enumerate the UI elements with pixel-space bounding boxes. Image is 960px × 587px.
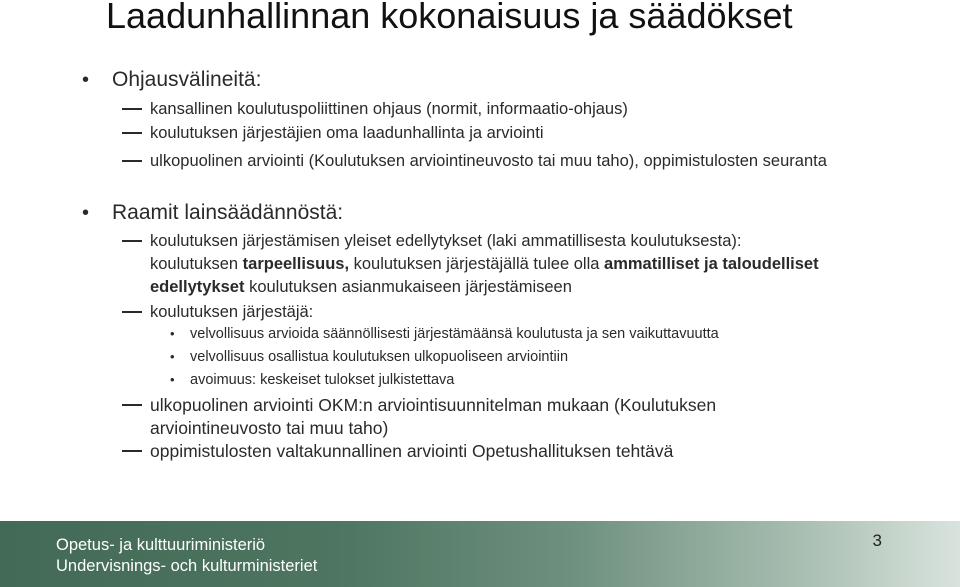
list-item	[150, 440, 870, 463]
dash-icon	[122, 132, 142, 134]
slide-title: Laadunhallinnan kokonaisuus ja säädökset	[106, 0, 793, 36]
list-item	[150, 394, 830, 440]
emphasis-text: tarpeellisuus,	[242, 255, 350, 273]
sub-list-item-text: velvollisuus osallistua koulutuksen ulkopuoliseen arviointiin	[190, 349, 569, 365]
sub-list-item-text: velvollisuus arvioida säännöllisesti järjestämäänsä koulutusta ja sen vaikuttavuutta	[190, 326, 719, 342]
bullet-icon: •	[170, 372, 175, 387]
list-item-text: ulkopuolinen arviointi (Koulutuksen arviointineuvosto tai muu taho), oppimistulosten seuranta	[150, 152, 827, 170]
sub-list-item-text: avoimuus: keskeiset tulokset julkistettava	[190, 372, 455, 388]
dash-icon	[122, 404, 142, 406]
footer-bar	[0, 521, 960, 587]
ministry-name-sv: Undervisnings- och kulturministeriet	[56, 557, 318, 575]
section-heading-label: Ohjausvälineitä:	[112, 68, 262, 91]
page-number: 3	[872, 531, 882, 550]
list-item	[150, 150, 870, 173]
dash-icon	[122, 450, 142, 452]
list-item-text: koulutuksen järjestäjien oma laadunhallinta ja arviointi	[150, 124, 544, 142]
emphasis-text: ammatilliset ja taloudelliset edellytykset	[150, 255, 819, 296]
sub-list-item	[170, 323, 719, 345]
list-item-text: koulutuksen asianmukaiseen järjestämiseen	[244, 278, 572, 296]
bullet-icon: •	[170, 326, 175, 341]
dash-icon	[122, 160, 142, 162]
list-item-text: koulutuksen	[150, 255, 243, 273]
section-heading-raamit	[82, 201, 344, 225]
dash-icon	[122, 311, 142, 313]
bullet-icon: •	[82, 69, 90, 91]
bullet-icon: •	[82, 202, 90, 224]
ministry-name-fi: Opetus- ja kulttuuriministeriö	[56, 536, 266, 554]
list-item-line: koulutuksen järjestämisen yleiset edellytykset (laki ammatillisesta koulutuksesta):	[150, 232, 742, 250]
bullet-icon: •	[170, 349, 175, 364]
dash-icon	[122, 108, 142, 110]
list-item-text: ulkopuolinen arviointi OKM:n arviointisuunnitelman mukaan (Koulutuksen arviointineuvosto tai muu taho)	[150, 395, 717, 438]
dash-icon	[122, 240, 142, 242]
list-item	[150, 230, 870, 299]
ministry-logo-text	[56, 535, 317, 577]
section-heading-ohjausvalineita	[82, 68, 262, 92]
section-heading-label: Raamit lainsäädännöstä:	[112, 201, 344, 224]
list-item-text: kansallinen koulutuspoliittinen ohjaus (normit, informaatio-ohjaus)	[150, 100, 628, 118]
list-item	[150, 301, 870, 324]
list-item-text: oppimistulosten valtakunnallinen arviointi Opetushallituksen tehtävä	[150, 441, 674, 461]
sub-list-item	[170, 346, 569, 368]
list-item	[150, 122, 870, 145]
list-item	[150, 98, 870, 121]
list-item-text: koulutuksen järjestäjällä tulee olla	[349, 255, 605, 273]
list-item-text: koulutuksen järjestäjä:	[150, 303, 314, 321]
sub-list-item	[170, 369, 455, 391]
